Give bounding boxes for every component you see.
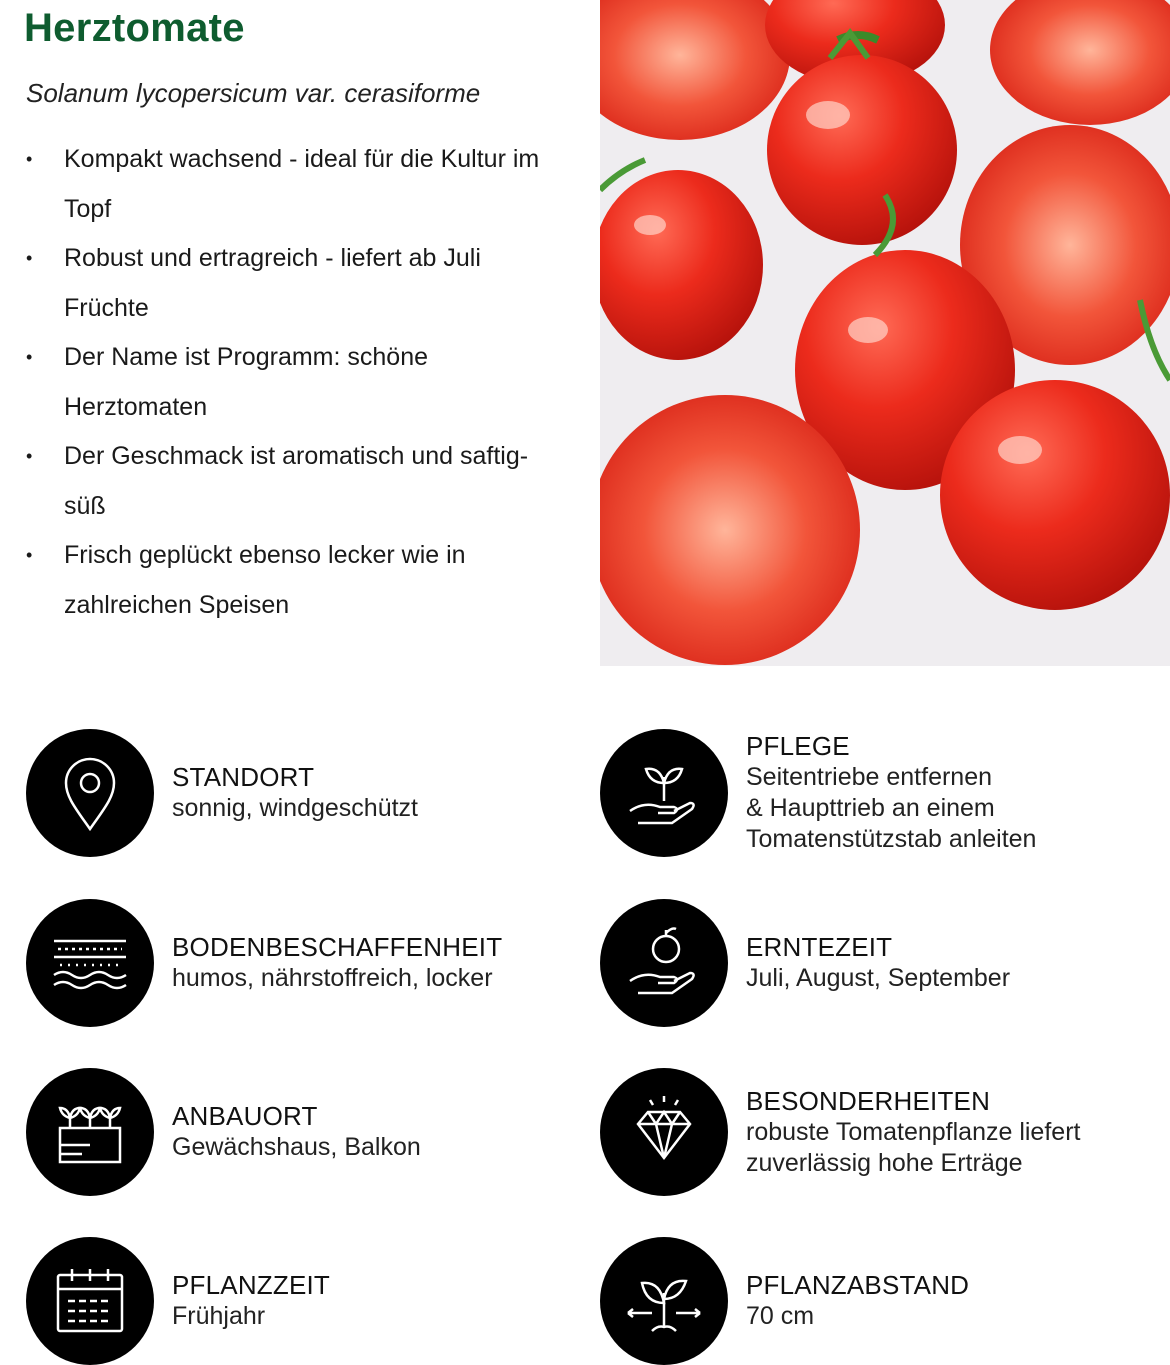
feature-bullet-list <box>26 135 566 630</box>
feature-pflege <box>600 729 1036 857</box>
feature-anbauort <box>26 1068 421 1196</box>
feature-text: Juli, August, September <box>746 964 1011 992</box>
planter-box-icon <box>26 1068 154 1196</box>
feature-text: sonnig, windgeschützt <box>172 794 418 822</box>
feature-heading: BESONDERHEITEN <box>746 1085 991 1116</box>
feature-heading: PFLANZZEIT <box>172 1270 331 1300</box>
feature-pflanzabstand <box>600 1237 969 1365</box>
feature-text: humos, nährstoffreich, locker <box>172 964 493 992</box>
feature-heading: ANBAUORT <box>172 1101 318 1131</box>
location-pin-icon <box>26 729 154 857</box>
feature-heading: ERNTEZEIT <box>746 932 893 962</box>
feature-heading: PFLANZABSTAND <box>746 1270 970 1300</box>
harvest-hand-icon <box>600 899 728 1027</box>
bullet-item: • Der Name ist Programm: schöne Herztomaten <box>26 333 566 432</box>
feature-heading: STANDORT <box>172 762 315 792</box>
calendar-icon <box>26 1237 154 1365</box>
diamond-icon <box>600 1068 728 1196</box>
bullet-item: • Der Geschmack ist aromatisch und saftig-süß <box>26 432 566 531</box>
bullet-item: • Robust und ertragreich - liefert ab Juli Früchte <box>26 234 566 333</box>
plant-spacing-icon <box>600 1237 728 1365</box>
seedling-hand-icon <box>600 729 728 857</box>
soil-layers-icon <box>26 899 154 1027</box>
feature-besonderheiten <box>600 1068 1080 1196</box>
feature-text: Frühjahr <box>172 1302 266 1330</box>
tomato-photo <box>600 0 1170 666</box>
feature-erntezeit <box>600 899 1010 1027</box>
feature-text: Seitentriebe entfernen & Haupttrieb an einem Tomatenstützstab anleiten <box>746 763 1037 853</box>
feature-heading: PFLEGE <box>746 731 850 761</box>
feature-pflanzzeit <box>26 1237 330 1365</box>
feature-bodenbeschaffenheit <box>26 899 502 1027</box>
product-title: Herztomate <box>24 6 245 50</box>
feature-text: robuste Tomatenpflanze liefert zuverlässig hohe Erträge <box>746 1117 1081 1177</box>
feature-heading: BODENBESCHAFFENHEIT <box>172 932 503 962</box>
latin-name: Solanum lycopersicum var. cerasiforme <box>26 78 481 108</box>
bullet-item: • Frisch geplückt ebenso lecker wie in zahlreichen Speisen <box>26 531 566 630</box>
feature-text: 70 cm <box>746 1302 815 1330</box>
bullet-item: • Kompakt wachsend - ideal für die Kultur im Topf <box>26 135 566 234</box>
feature-standort <box>26 729 418 857</box>
feature-text: Gewächshaus, Balkon <box>172 1133 421 1161</box>
